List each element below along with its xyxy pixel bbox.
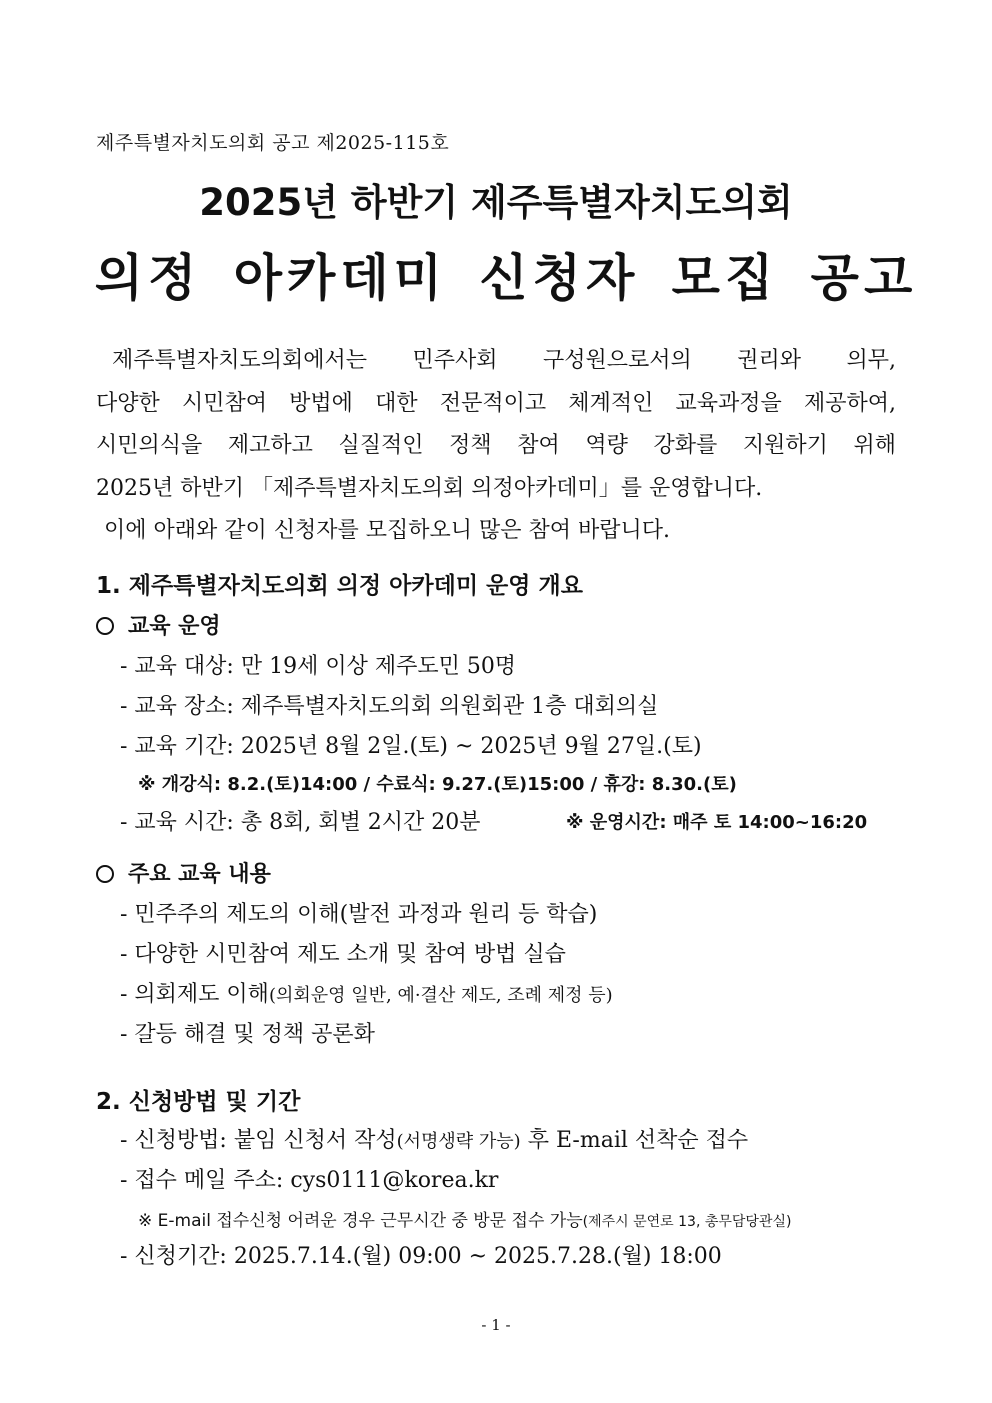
visit-note [138,1206,791,1231]
content-item-3-sub: (의회운영 일반, 예·결산 제도, 조례 제정 등) [268,985,613,1006]
notice-number: 제주특별자치도의회 공고 제2025-115호 [96,132,450,154]
section-1-heading: 1. 제주특별자치도의회 의정 아카데미 운영 개요 [96,573,583,599]
apply-email: - 접수 메일 주소: cys0111@korea.kr [120,1168,499,1193]
content-item-1: - 민주주의 제도의 이해(발전 과정과 원리 등 학습) [120,902,598,927]
apply-method-sub: (서명생략 가능) [396,1131,521,1152]
operation-period-note: ※ 개강식: 8.2.(토)14:00 / 수료식: 9.27.(토)15:00 / 휴강: 8.30.(토) [138,774,737,795]
intro-line-5: 이에 아래와 같이 신청자를 모집하오니 많은 참여 바랍니다. [104,518,670,543]
content-item-3-main: - 의회제도 이해 [120,982,269,1007]
content-item-2: - 다양한 시민참여 제도 소개 및 참여 방법 실습 [120,942,566,967]
title-line-2: 의정 아카데미 신청자 모집 공고 [94,249,918,307]
content-heading-label: 주요 교육 내용 [128,861,271,887]
section-2-heading: 2. 신청방법 및 기간 [96,1089,301,1115]
apply-method [120,1123,748,1154]
intro-line-3: 시민의식을 제고하고 실질적인 정책 참여 역량 강화를 지원하기 위해 [96,433,896,458]
title-line-1: 2025년 하반기 제주특별자치도의회 [199,181,793,224]
operation-heading [96,609,221,640]
operation-target: - 교육 대상: 만 19세 이상 제주도민 50명 [120,654,517,679]
visit-note-sub: (제주시 문연로 13, 총무담당관실) [582,1214,792,1230]
intro-line-1: 제주특별자치도의회에서는 민주사회 구성원으로서의 권리와 의무, [112,348,896,373]
apply-method-tail: 후 E-mail 선착순 접수 [520,1128,749,1153]
content-item-4: - 갈등 해결 및 정책 공론화 [120,1022,375,1047]
apply-method-main: - 신청방법: 붙임 신청서 작성 [120,1128,397,1153]
content-item-3 [120,977,613,1008]
intro-line-2: 다양한 시민참여 방법에 대한 전문적이고 체계적인 교육과정을 제공하여, [96,390,896,416]
apply-period: - 신청기간: 2025.7.14.(월) 09:00 ~ 2025.7.28.(월) 18:00 [120,1244,722,1269]
operation-period: - 교육 기간: 2025년 8월 2일.(토) ~ 2025년 9월 27일.(토) [120,734,702,759]
operation-hours: - 교육 시간: 총 8회, 회별 2시간 20분 [120,810,481,835]
circle-bullet-icon [96,617,114,635]
page-number: - 1 - [481,1316,511,1334]
operation-place: - 교육 장소: 제주특별자치도의회 의원회관 1층 대회의실 [120,694,659,719]
content-heading [96,857,271,888]
visit-note-main: ※ E-mail 접수신청 어려운 경우 근무시간 중 방문 접수 가능 [138,1211,583,1231]
circle-bullet-icon [96,865,114,883]
intro-line-4: 2025년 하반기 「제주특별자치도의회 의정아카데미」를 운영합니다. [96,475,763,501]
operation-heading-label: 교육 운영 [128,613,221,639]
operation-hours-note: ※ 운영시간: 매주 토 14:00~16:20 [566,812,868,833]
intro-paragraph [96,340,896,553]
